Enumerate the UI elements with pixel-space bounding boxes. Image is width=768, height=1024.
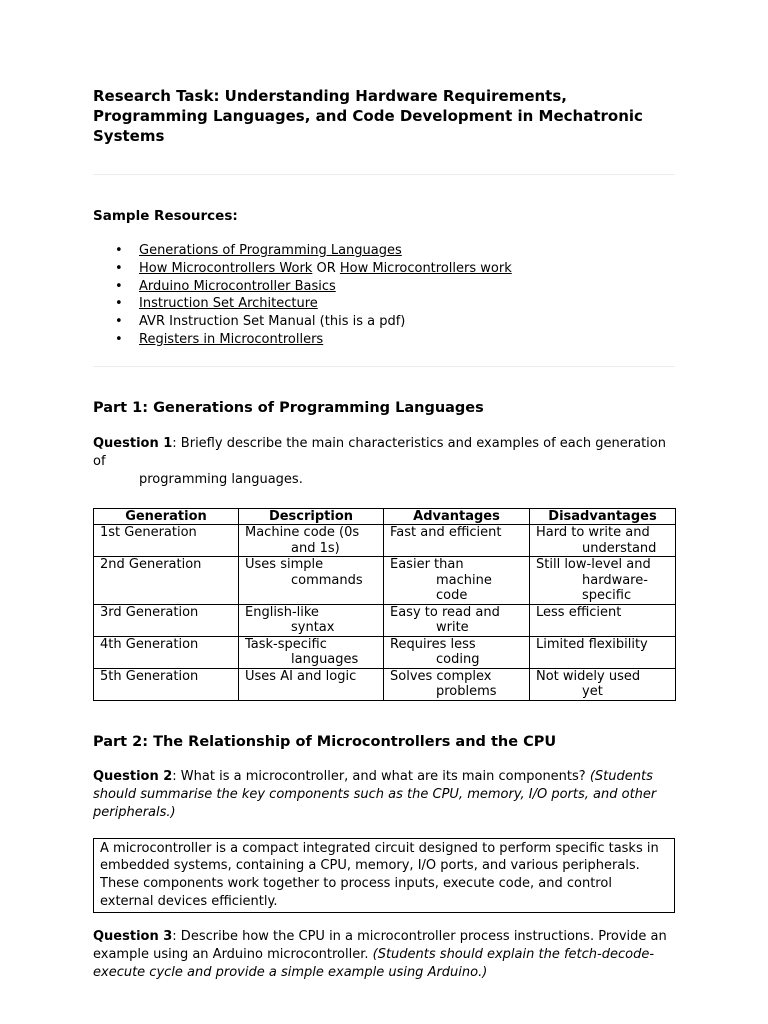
cell-text: Solves complex	[390, 668, 492, 684]
cell-text: Uses simple	[245, 557, 324, 573]
table-cell	[384, 604, 530, 636]
table-cell	[384, 636, 530, 668]
document-page	[93, 86, 675, 982]
table-cell	[530, 525, 676, 557]
resource-link[interactable]: Instruction Set Architecture	[139, 296, 318, 312]
cell-text-cont: specific	[582, 588, 632, 604]
cell-text: Hard to write and	[536, 525, 650, 541]
table-cell	[239, 525, 384, 557]
resource-item	[93, 242, 675, 260]
resource-text: AVR Instruction Set Manual (this is a pdf)	[139, 314, 406, 330]
question-3	[93, 928, 675, 982]
cell-text: Still low-level and	[536, 557, 651, 573]
question-2-note: (Students should summarise the key components such as the CPU, memory, I/O ports, and other peripherals.)	[93, 768, 657, 820]
cell-text-cont: write	[436, 620, 469, 636]
cell-text: 5th Generation	[100, 668, 199, 684]
resource-item	[93, 278, 675, 296]
document-title: Research Task: Understanding Hardware Requirements, Programming Languages, and Code Development in Mechatronic Systems	[93, 87, 643, 145]
cell-text: English-like	[245, 604, 319, 620]
cell-text: 1st Generation	[100, 525, 197, 541]
question-1-label: Question 1	[93, 435, 173, 451]
table-cell	[94, 668, 239, 700]
cell-text: 3rd Generation	[100, 604, 199, 620]
cell-text-cont: code	[436, 588, 468, 604]
cell-text-cont: problems	[436, 684, 497, 700]
cell-text-cont: hardware-	[582, 572, 648, 588]
cell-text-cont: and 1s)	[291, 540, 340, 556]
table-row	[94, 557, 676, 605]
resource-link[interactable]: Generations of Programming Languages	[139, 243, 402, 258]
cell-text: Easy to read and	[390, 604, 500, 620]
part2-heading: Part 2: The Relationship of Microcontrollers and the CPU	[93, 733, 557, 750]
cell-text-cont: understand	[582, 540, 657, 556]
table-header-cell: Disadvantages	[530, 508, 676, 525]
table-cell	[530, 557, 676, 605]
table-cell	[384, 668, 530, 700]
table-row	[94, 525, 676, 557]
generations-table	[93, 508, 676, 701]
cell-text-cont: machine	[436, 572, 492, 588]
resource-link[interactable]: How Microcontrollers Work	[139, 260, 313, 276]
table-cell	[384, 557, 530, 605]
cell-text-cont: languages	[291, 652, 359, 668]
cell-text: Less efficient	[536, 604, 622, 620]
resource-link[interactable]: Arduino Microcontroller Basics	[139, 278, 336, 294]
question-2-label: Question 2	[93, 768, 173, 784]
table-cell	[94, 525, 239, 557]
cell-text-cont: syntax	[291, 620, 335, 636]
cell-text: Machine code (0s	[245, 525, 360, 541]
table-header-row	[94, 508, 676, 525]
cell-text: 2nd Generation	[100, 557, 202, 573]
resource-link[interactable]: How Microcontrollers work	[339, 260, 512, 276]
cell-text: 4th Generation	[100, 636, 199, 652]
table-cell	[94, 604, 239, 636]
question-1	[93, 435, 675, 489]
cell-text: Fast and efficient	[390, 525, 502, 541]
resources-heading: Sample Resources:	[93, 208, 238, 224]
resource-item	[93, 331, 675, 349]
table-cell	[239, 668, 384, 700]
table-cell	[530, 604, 676, 636]
cell-text: Easier than	[390, 557, 464, 573]
cell-text-cont: commands	[291, 572, 363, 588]
table-row	[94, 636, 676, 668]
question-1-text: : Briefly describe the main characteristics and examples of each generation of	[93, 435, 666, 469]
table-row	[94, 604, 676, 636]
cell-text: Not widely used	[536, 668, 641, 684]
part1-heading: Part 1: Generations of Programming Languages	[93, 399, 484, 416]
table-cell	[239, 557, 384, 605]
question-1-text-cont: programming languages.	[139, 471, 303, 487]
resource-item	[93, 313, 675, 331]
resource-text: OR	[312, 260, 340, 276]
cell-text: Uses AI and logic	[245, 668, 357, 684]
table-cell	[239, 604, 384, 636]
table-row	[94, 668, 676, 700]
cell-text: Limited flexibility	[536, 636, 648, 652]
cell-text: Task-specific	[245, 636, 327, 652]
table-cell	[530, 668, 676, 700]
table-header-cell: Description	[239, 508, 384, 525]
cell-text: Requires less	[390, 636, 476, 652]
question-3-text: : Describe how the CPU in a microcontroller process instructions. Provide an example using an Arduino microcontroller.	[93, 929, 667, 963]
table-cell	[530, 636, 676, 668]
resource-link[interactable]: Registers in Microcontrollers	[139, 331, 324, 347]
question-2	[93, 768, 675, 822]
question-2-text: : What is a microcontroller, and what are its main components?	[172, 768, 590, 784]
cell-text-cont: yet	[582, 684, 603, 700]
question-3-label: Question 3	[93, 929, 173, 945]
resource-item	[93, 295, 675, 313]
question-3-note: (Students should explain the fetch-decode-execute cycle and provide a simple example using Arduino.)	[93, 947, 655, 981]
table-header-cell: Advantages	[384, 508, 530, 525]
table-cell	[94, 557, 239, 605]
resources-list	[93, 242, 675, 349]
table-header-cell: Generation	[94, 508, 239, 525]
answer-box: A microcontroller is a compact integrated circuit designed to perform specific tasks in embedded systems, containing a CPU, memory, I/O ports, and various peripherals. These components work together to process inputs, execute code, and control external devices efficiently.	[93, 838, 675, 913]
resource-item	[93, 260, 675, 278]
table-cell	[239, 636, 384, 668]
table-cell	[94, 636, 239, 668]
table-cell	[384, 525, 530, 557]
cell-text-cont: coding	[436, 652, 480, 668]
